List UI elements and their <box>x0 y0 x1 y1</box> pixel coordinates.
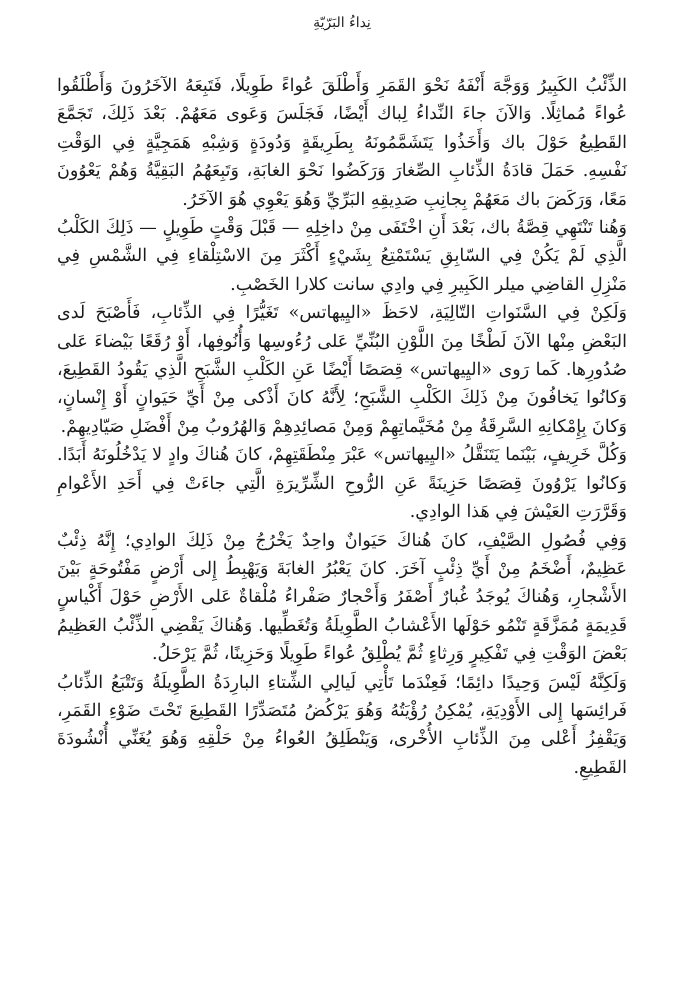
paragraph: وَهُنا تَنْتَهِي قِصَّةُ باك، بَعْدَ أَنِ اخْتَفَى مِنْ داخِلِهِ — قَبْلَ وَقْتٍ طَوِيلٍ — ذَلِكَ الكَلْبُ الَّذِي لَمْ يَكُنْ فِي السّابِقِ يَسْتَمْتِعُ بِشَيْءٍ أَكْثَرَ مِنَ الاسْتِلْقاءِ فِي الشَّمْسِ فِي مَنْزِلِ القاضِي ميلر الكَبِيرِ فِي وادِي سانت كلارا الخَصْبِ. <box>57 218 627 295</box>
paragraph: وَلَكِنْ فِي السَّنَواتِ التّالِيَةِ، لاحَظَ «اليِيهاتس» تَغَيُّرًا فِي الذِّئابِ، فَأَصْبَحَ لَدى البَعْضِ مِنْها الآنَ لَطْخًا مِنَ اللَّوْنِ البُنِّيِّ عَلى رُءُوسِها وَأُنُوفِها، أَوْ رُقَعًا بَيْضاءَ عَلى صُدُورِها. كَما رَوى «اليِيهاتس» قِصَصًا أَيْضًا عَنِ الكَلْبِ الشَّبَحِ الَّذِي يَقُودُ القَطِيعَ، وَكانُوا يَخافُونَ مِنْ ذَلِكَ الكَلْبِ الشَّبَحِ؛ لِأَنَّهُ كانَ أَذْكى مِنْ أَيِّ حَيَوانٍ أَوْ إِنْسانٍ، وَكانَ بِإِمْكانِهِ السَّرِقَةُ مِنْ مُخَيَّماتِهِمْ وَمِنْ مَصائِدِهِمْ وَالهُرُوبُ مِنْ أَفْضَلِ صَيّادِيهِمْ. <box>57 303 627 437</box>
paragraph: وَفِي فُصُولِ الصَّيْفِ، كانَ هُناكَ حَيَوانٌ واحِدٌ يَخْرُجُ مِنْ ذَلِكَ الوادِي؛ إِنَّهُ ذِئْبٌ عَظِيمٌ، أَضْخَمُ مِنْ أَيِّ ذِئْبٍ آخَرَ. كانَ يَعْبُرُ الغابَةَ وَيَهْبِطُ إِلى أَرْضٍ مَفْتُوحَةٍ بَيْنَ الأَشْجارِ، وَهُناكَ يُوجَدُ غُبارٌ أَصْفَرُ وَأَحْجارٌ صَفْراءُ مُلْقاةٌ عَلى الأَرْضِ حَوْلَ أَكْياسٍ قَدِيمَةٍ مُمَزَّقَةٍ تَنْمُو حَوْلَها الأَعْشابُ الطَّوِيلَةُ وَتُغَطِّيها. وَهُناكَ يَقْضِي الذِّئْبُ العَظِيمُ بَعْضَ الوَقْتِ فِي تَفْكِيرٍ وَرِثاءٍ ثُمَّ يُطْلِقُ عُواءً طَوِيلًا وَحَزِينًا، ثُمَّ يَرْحَلُ. <box>57 530 627 665</box>
body-text <box>57 72 627 782</box>
paragraph: وَلَكِنَّهُ لَيْسَ وَحِيدًا دائِمًا؛ فَعِنْدَما تَأْتِي لَيالِي الشِّتاءِ البارِدَةُ الطَّوِيلَةُ وَتَتْبَعُ الذِّئابُ فَرائِسَها إِلى الأَوْدِيَةِ، يُمْكِنُ رُؤْيَتُهُ وَهُوَ يَرْكُضُ مُتَصَدِّرًا القَطِيعَ تَحْتَ ضَوْءِ القَمَرِ، وَيَقْفِزُ أَعْلى مِنَ الذِّئابِ الأُخْرى، وَيَنْطَلِقُ العُواءُ مِنْ حَلْقِهِ وَهُوَ يُغَنِّي أُنْشُودَةَ القَطِيعِ. <box>57 672 627 778</box>
running-header: نِداءُ البَرّيّةِ <box>313 15 371 31</box>
paragraph: الذِّئْبُ الكَبِيرُ وَوَجَّهَ أَنْفَهُ نَحْوَ القَمَرِ وَأَطْلَقَ عُواءً طَوِيلًا، فَتَبِعَهُ الآخَرُونَ وَأَطْلَقُوا عُواءً مُماثِلًا. وَالآنَ جاءَ النِّداءُ لِباك أَيْضًا، فَجَلَسَ وَعَوى مَعَهُمْ. بَعْدَ ذَلِكَ، تَجَمَّعَ القَطِيعُ حَوْلَ باك وَأَخَذُوا يَتَشَمَّمُونَهُ بِطَرِيقَةٍ وَدُودَةٍ وَشِبْهِ هَمَجِيَّةٍ فِي الوَقْتِ نَفْسِهِ. حَمَلَ قادَةُ الذِّئابِ الصِّغارَ وَرَكَضُوا نَحْوَ الغابَةِ، وَتَبِعَهُمُ البَقِيَّةُ وَهُمْ يَعْوُونَ مَعًا، وَرَكَضَ باك مَعَهُمْ بِجانِبِ صَدِيقِهِ البَرِّيِّ وَهُوَ يَعْوِي هُوَ الآخَرُ. <box>57 76 627 210</box>
paragraph: وَكُلَّ خَرِيفٍ، بَيْنَما يَتَنَقَّلُ «اليِيهاتس» عَبْرَ مِنْطَقَتِهِمْ، كانَ هُناكَ وادٍ لا يَدْخُلُونَهُ أَبَدًا. وَكانُوا يَرْوُونَ قِصَصًا حَزِينَةً عَنِ الرُّوحِ الشِّرِّيرَةِ الَّتِي جاءَتْ فِي أَحَدِ الأَعْوامِ وَقَرَّرَتِ العَيْشَ فِي هَذا الوادِي. <box>57 445 627 523</box>
